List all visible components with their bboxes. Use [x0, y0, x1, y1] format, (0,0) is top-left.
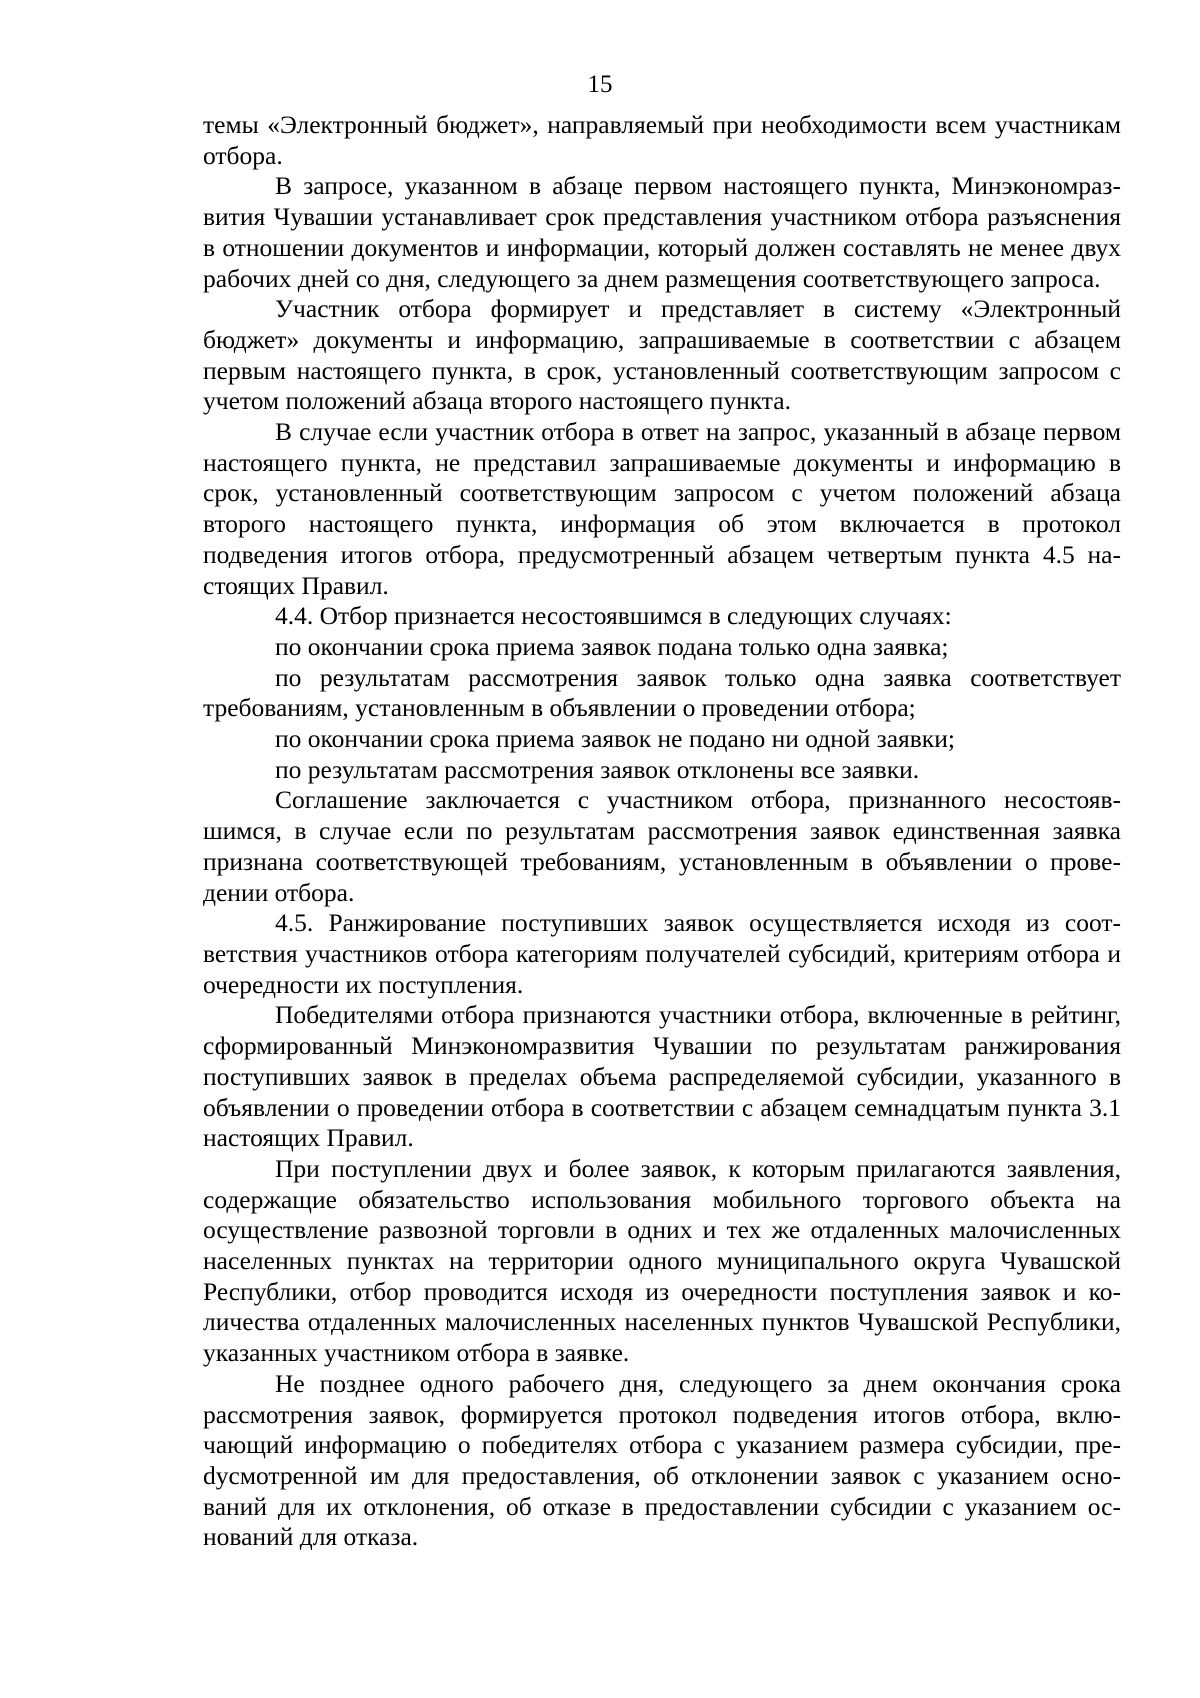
paragraph: В запросе, указанном в абзаце первом настоящего пункта, Минэкономразвития Чувашии устанавливает срок представления участником отбора разъяснения в отношении документов и информации, который должен составлять не менее двух рабочих дней со дня, следующего за днем размещения соответствующего запроса. [203, 171, 1121, 293]
paragraph: При поступлении двух и более заявок, к которым прилагаются заявления, содержащие обязательство использования мобильного торгового объекта на осуществление развозной торговли в одних и тех же отдаленных малочисленных населенных пунктах на территории одного муниципального округа Чувашской Республики, отбор проводится исходя из очередности поступления заявок и количества отдаленных малочисленных населенных пунктов Чувашской Республики, указанных участником отбора в заявке. [203, 1153, 1121, 1368]
paragraph: Победителями отбора признаются участники отбора, включенные в рейтинг, сформированный Минэкономразвития Чувашии по результатам ранжирования поступивших заявок в пределах объема распределяемой субсидии, указанного в объявлении о проведении отбора в соответствии с абзацем семнадцатым пункта 3.1 настоящих Правил. [203, 1000, 1121, 1153]
document-body [203, 110, 1121, 1553]
paragraph: по результатам рассмотрения заявок отклонены все заявки. [275, 754, 920, 784]
paragraph: 4.4. Отбор признается несостоявшимся в следующих случаях: [275, 601, 952, 631]
paragraph: Не позднее одного рабочего дня, следующего за днем окончания срока рассмотрения заявок, формируется протокол подведения итогов отбора, включающий информацию о победителях отбора с указанием размера субсидии, преdусмотренной им для предоставления, об отклонении заявок с указанием оснований для их отклонения, об отказе в предоставлении субсидии с указанием оснований для отказа. [203, 1368, 1121, 1552]
paragraph: 4.5. Ранжирование поступивших заявок осуществляется исходя из соответствия участников отбора категориям получателей субсидий, критериям отбора и очередности их поступления. [203, 908, 1121, 999]
paragraph: по окончании срока приема заявок подана только одна заявка; [275, 631, 949, 661]
paragraph: по окончании срока приема заявок не подано ни одной заявки; [275, 724, 955, 754]
paragraph: темы «Электронный бюджет», направляемый при необходимости всем участникам отбора. [203, 110, 1121, 170]
paragraph: по результатам рассмотрения заявок только одна заявка соответствует требованиям, установленным в объявлении о проведении отбора; [203, 662, 1121, 723]
page-number: 15 [587, 71, 613, 98]
paragraph: Соглашение заключается с участником отбора, признанного несостоявшимся, в случае если по результатам рассмотрения заявок единственная заявка признана соответствующей требованиям, установленным в объявлении о проведении отбора. [203, 785, 1121, 907]
paragraph: В случае если участник отбора в ответ на запрос, указанный в абзаце первом настоящего пункта, не представил запрашиваемые документы и информацию в срок, установленный соответствующим запросом с учетом положений абзаца второго настоящего пункта, информация об этом включается в протокол подведения итогов отбора, предусмотренный абзацем четвертым пункта 4.5 настоящих Правил. [203, 417, 1121, 600]
paragraph: Участник отбора формирует и представляет в систему «Электронный бюджет» документы и информацию, запрашиваемые в соответствии с абзацем первым настоящего пункта, в срок, установленный соответствующим запросом с учетом положений абзаца второго настоящего пункта. [203, 294, 1121, 416]
